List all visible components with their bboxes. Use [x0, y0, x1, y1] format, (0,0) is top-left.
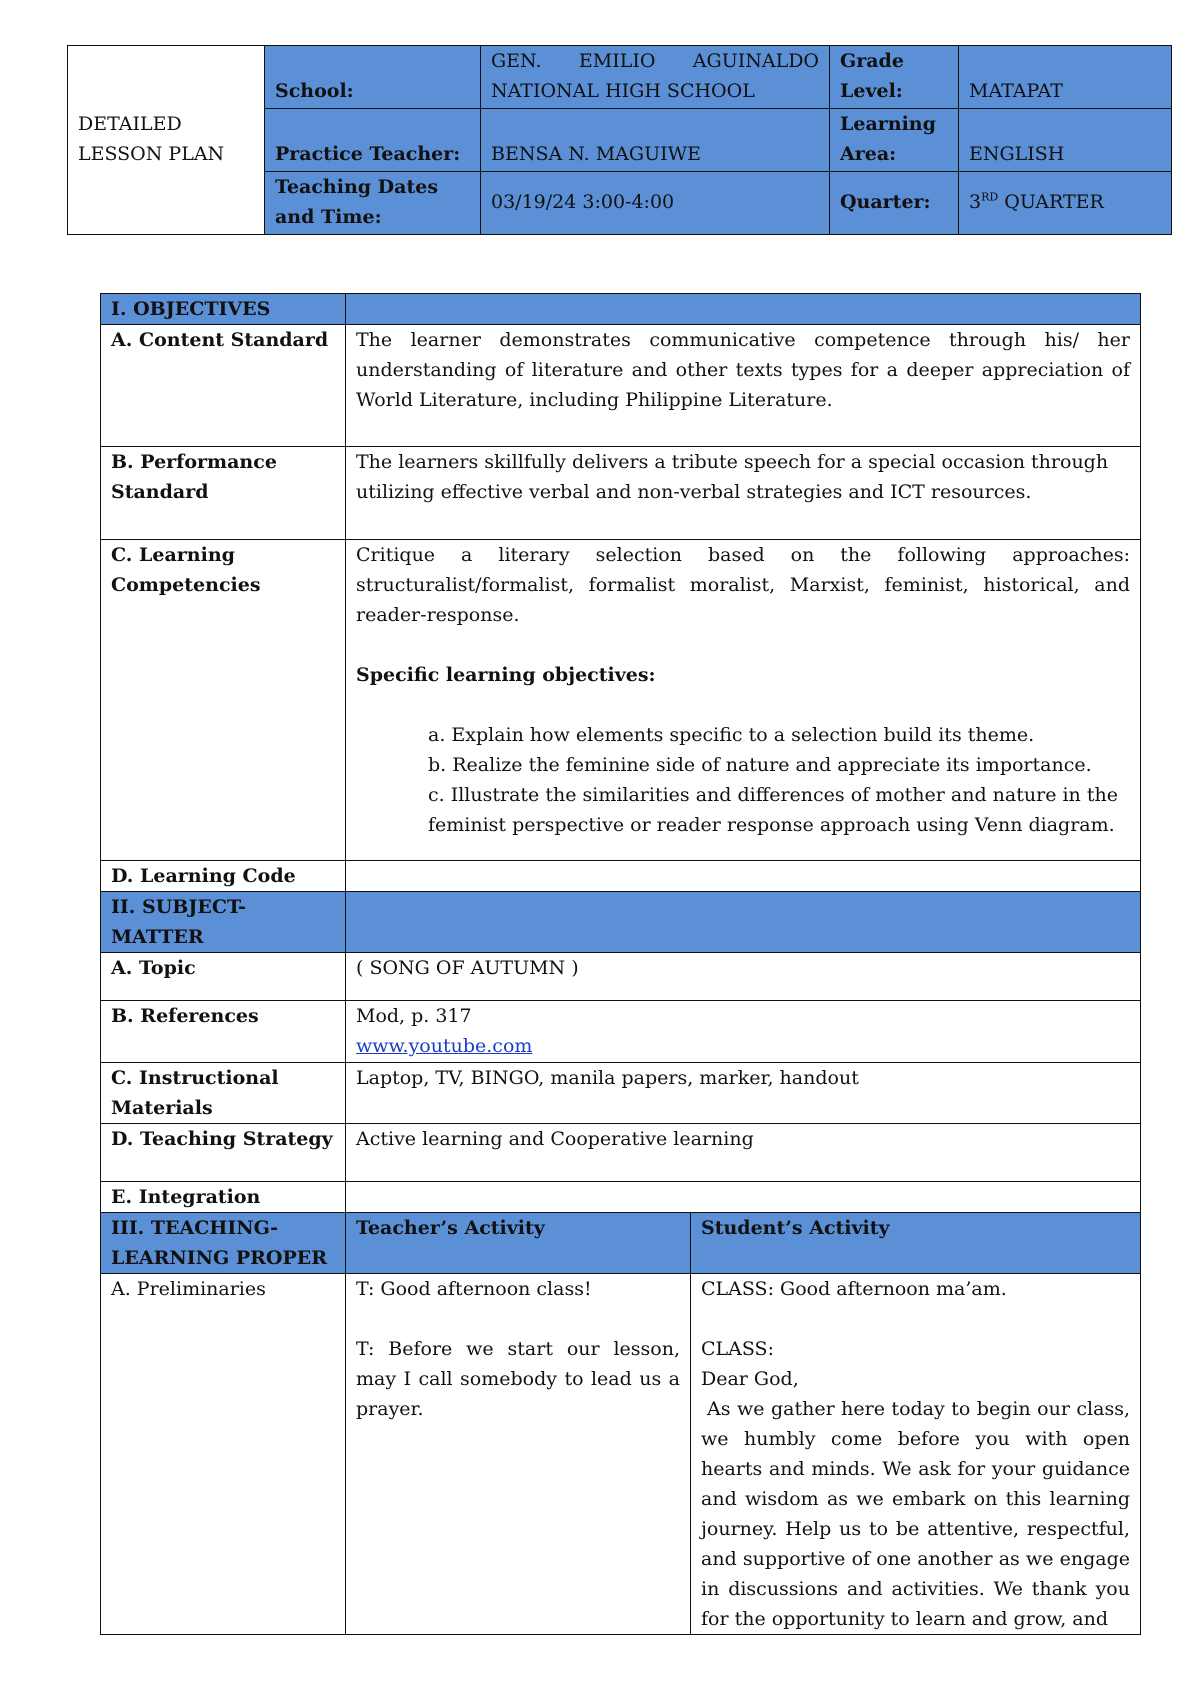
teacher-activity-heading: Teacher’s Activity [346, 1213, 691, 1274]
specific-objectives-heading: Specific learning objectives: [356, 664, 656, 686]
dates-value: 03/19/24 3:00-4:00 [481, 172, 830, 235]
teacher-value: BENSA N. MAGUIWE [481, 109, 830, 172]
content-standard-text: The learner demonstrates communicative competence through his/ her understanding of literature and other texts types for a deeper appreciation of World Literature, including Philippine Literature. [346, 325, 1141, 447]
specific-objective-a: a. Explain how elements specific to a selection build its theme. [428, 724, 1035, 746]
lesson-plan-main-table [100, 293, 1141, 1635]
learning-code-label: D. Learning Code [101, 861, 346, 892]
references-label: B. References [101, 1001, 346, 1063]
grade-label: Grade Level: [830, 46, 959, 109]
integration-label: E. Integration [101, 1182, 346, 1213]
student-greeting: CLASS: Good afternoon ma’am. [701, 1278, 1007, 1300]
student-dear-god: Dear God, [701, 1368, 799, 1390]
teacher-activity-cell [346, 1274, 691, 1635]
specific-objective-c: c. Illustrate the similarities and differences of mother and nature in the feminist perspective or reader response approach using Venn diagram. [428, 784, 1118, 836]
quarter-label: Quarter: [830, 172, 959, 235]
youtube-link[interactable]: www.youtube.com [356, 1035, 533, 1057]
subject-matter-heading: II. SUBJECT- MATTER [101, 892, 346, 953]
performance-standard-label: B. Performance Standard [101, 447, 346, 540]
references-cell [346, 1001, 1141, 1063]
grade-value: MATAPAT [959, 46, 1172, 109]
preliminaries-label: A. Preliminaries [101, 1274, 346, 1635]
lesson-plan-header-table [67, 45, 1172, 235]
quarter-value: 3RD QUARTER [959, 172, 1172, 235]
integration-value [346, 1182, 1141, 1213]
materials-value: Laptop, TV, BINGO, manila papers, marker, handout [346, 1063, 1141, 1124]
performance-standard-text: The learners skillfully delivers a tribute speech for a special occasion through utilizing effective verbal and non-verbal strategies and ICT resources. [346, 447, 1141, 540]
topic-value: ( SONG OF AUTUMN ) [346, 953, 1141, 1001]
strategy-value: Active learning and Cooperative learning [346, 1124, 1141, 1182]
document-type-line1: DETAILED [78, 113, 182, 135]
teacher-prayer-request: T: Before we start our lesson, may I call somebody to lead us a prayer. [356, 1338, 680, 1420]
specific-objective-b: b. Realize the feminine side of nature and appreciate its importance. [428, 754, 1092, 776]
teaching-proper-heading: III. TEACHING-LEARNING PROPER [101, 1213, 346, 1274]
document-type-cell [68, 46, 265, 235]
strategy-label: D. Teaching Strategy [101, 1124, 346, 1182]
document-type-line2: LESSON PLAN [78, 143, 225, 165]
learning-competencies-label: C. Learning Competencies [101, 540, 346, 861]
teacher-greeting: T: Good afternoon class! [356, 1278, 592, 1300]
school-value: GEN. EMILIO AGUINALDO NATIONAL HIGH SCHOOL [481, 46, 830, 109]
competencies-text: Critique a literary selection based on the following approaches: structuralist/formalist, formalist moralist, Marxist, feminist, historical, and reader-response. [356, 544, 1130, 626]
subject-matter-heading-empty [346, 892, 1141, 953]
student-activity-cell [691, 1274, 1141, 1635]
objectives-heading-empty [346, 294, 1141, 325]
student-class-label: CLASS: [701, 1338, 774, 1360]
learning-code-value [346, 861, 1141, 892]
student-prayer: As we gather here today to begin our class, we humbly come before you with open hearts and minds. We ask for your guidance and wisdom as we embark on this learning journey. Help us to be attentive, respectful, and supportive of one another as we engage in discussions and activities. We thank you for the opportunity to learn and grow, and [701, 1398, 1130, 1630]
materials-label: C. Instructional Materials [101, 1063, 346, 1124]
content-standard-label: A. Content Standard [101, 325, 346, 447]
objectives-heading: I. OBJECTIVES [101, 294, 346, 325]
school-label: School: [265, 46, 481, 109]
teacher-label: Practice Teacher: [265, 109, 481, 172]
area-label: Learning Area: [830, 109, 959, 172]
learning-competencies-cell [346, 540, 1141, 861]
area-value: ENGLISH [959, 109, 1172, 172]
topic-label: A. Topic [101, 953, 346, 1001]
student-activity-heading: Student’s Activity [691, 1213, 1141, 1274]
references-line1: Mod, p. 317 [356, 1005, 472, 1027]
dates-label: Teaching Dates and Time: [265, 172, 481, 235]
